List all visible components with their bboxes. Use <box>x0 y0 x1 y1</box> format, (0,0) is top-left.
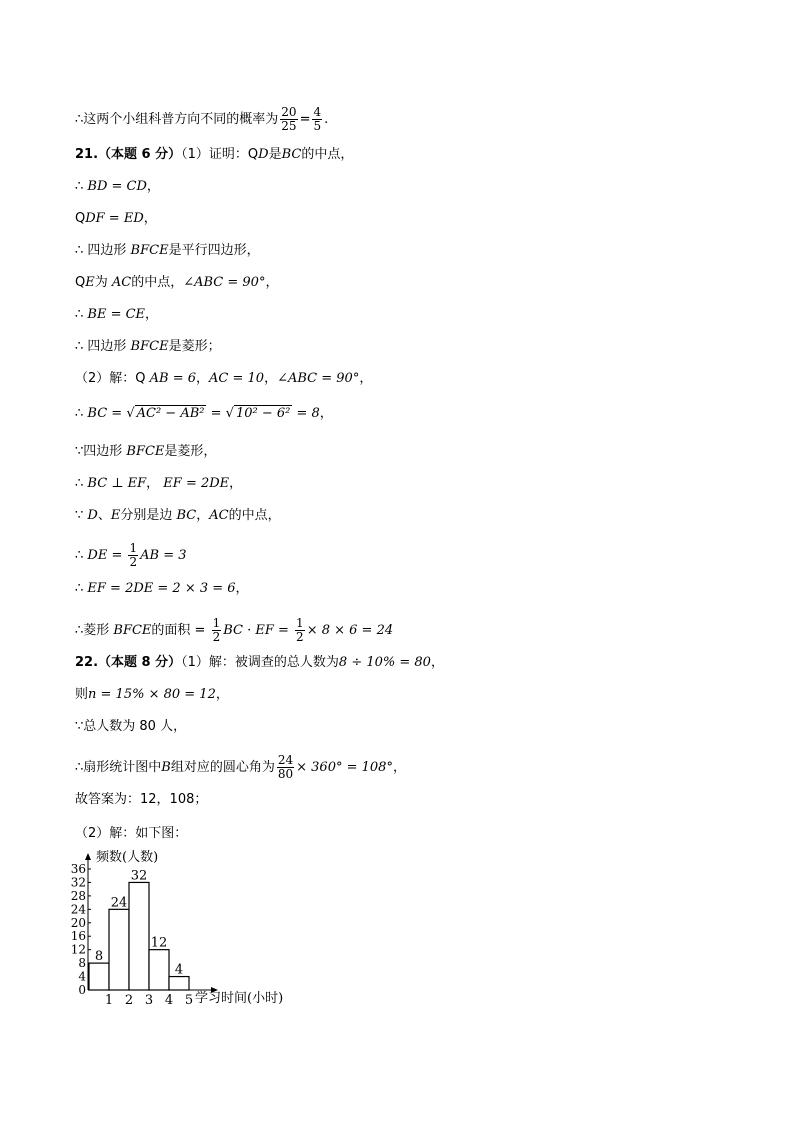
q21-line-6: ∴ BE = CE， <box>75 307 159 322</box>
y-tick-label: 8 <box>78 956 86 971</box>
y-tick-label: 20 <box>70 915 86 930</box>
fraction-4-5: $\frac{4}{5}$ <box>313 105 322 133</box>
y-tick-label: 36 <box>70 862 86 876</box>
q22-line-4: ∴扇形统计图中B组对应的圆心角为 $\frac{24}{80}$ × 360° = 108°， <box>75 753 406 781</box>
histogram-bar <box>89 963 109 990</box>
fraction-one-half: $\frac{1}{2}$ <box>212 616 221 644</box>
q22-line-1: 22.（本题 8 分）（1）解：被调查的总人数为8 ÷ 10% = 80， <box>75 655 444 670</box>
y-tick-label: 32 <box>70 875 86 890</box>
x-axis-label: 学习时间(小时) <box>195 991 284 1006</box>
q22-line-2: 则n = 15% × 80 = 12， <box>75 687 229 702</box>
bar-value-label: 4 <box>174 962 184 978</box>
q22-line-6: （2）解：如下图： <box>75 826 188 841</box>
x-tick-label: 5 <box>184 993 194 1008</box>
question-22-heading: 22.（本题 8 分） <box>75 655 182 670</box>
y-axis-arrow <box>85 853 91 860</box>
q21-part2-line-2: ∴ BC = √ AC² − AB² = √ 10² − 6² = 8， <box>75 406 333 421</box>
q21-line-4: ∴ 四边形 BFCE是平行四边形， <box>75 243 260 258</box>
probability-conclusion: ∴这两个小组科普方向不同的概率为 $\frac{20}{25}$ = $\frac{4}{5}$ . <box>75 105 329 133</box>
q21-part2-line-5: ∵ D、E分别是边 BC，AC的中点， <box>75 508 281 523</box>
x-tick-label: 1 <box>104 993 114 1008</box>
y-tick-label: 12 <box>70 942 86 957</box>
q21-part2-line-8: ∴菱形 BFCE的面积 = $\frac{1}{2}$ BC · EF = $\frac{1}{2}$ × 8 × 6 = 24 <box>75 616 394 644</box>
fraction-one-half: $\frac{1}{2}$ <box>129 541 138 569</box>
q21-line-3: QDF = ED， <box>75 211 157 226</box>
q21-line-7: ∴ 四边形 BFCE是菱形； <box>75 339 221 354</box>
bar-value-label: 12 <box>150 935 168 951</box>
q21-part2-line-6: ∴ DE = $\frac{1}{2}$ AB = 3 <box>75 541 187 569</box>
histogram-bar <box>109 909 129 990</box>
q21-line-2: ∴ BD = CD， <box>75 179 160 194</box>
q21-proof-line-1: 21.（本题 6 分）（1）证明：QD是BC的中点， <box>75 147 354 162</box>
sqrt-sign: √ <box>225 406 234 421</box>
x-tick-label: 4 <box>164 993 174 1008</box>
fraction-one-half: $\frac{1}{2}$ <box>296 616 304 644</box>
histogram-bar <box>129 882 149 990</box>
frequency-histogram <box>60 845 320 1015</box>
fraction-24-80: $\frac{24}{80}$ <box>277 753 294 781</box>
x-tick-label: 2 <box>124 993 134 1008</box>
histogram-bar <box>149 950 169 990</box>
x-tick-label: 3 <box>144 993 154 1008</box>
q22-line-3: ∵总人数为 80 人， <box>75 719 187 734</box>
y-tick-label: 24 <box>70 902 86 917</box>
histogram-bar <box>169 977 189 990</box>
q21-part2-line-7: ∴ EF = 2DE = 2 × 3 = 6， <box>75 581 249 596</box>
fraction-20-25: $\frac{20}{25}$ <box>281 105 297 133</box>
bar-value-label: 32 <box>130 868 148 884</box>
q21-line-5: QE为 AC的中点，∠ABC = 90°， <box>75 275 279 290</box>
y-tick-label: 0 <box>78 983 86 997</box>
q21-part2-line-4: ∴ BC ⊥ EF， EF = 2DE， <box>75 476 243 491</box>
y-axis-label: 频数(人数) <box>96 850 159 865</box>
question-21-heading: 21.（本题 6 分） <box>75 147 182 162</box>
q21-part2-line-1: （2）解：Q AB = 6，AC = 10，∠ABC = 90°， <box>75 371 373 386</box>
bar-value-label: 8 <box>94 949 104 965</box>
y-tick-label: 28 <box>70 888 86 903</box>
q21-part2-line-3: ∵四边形 BFCE是菱形， <box>75 444 217 459</box>
q22-line-5: 故答案为：12，108； <box>75 792 208 807</box>
bar-value-label: 24 <box>110 895 128 911</box>
y-tick-label: 4 <box>78 969 86 984</box>
y-tick-label: 16 <box>70 929 86 944</box>
conclusion-text: ∴这两个小组科普方向不同的概率为 <box>75 112 279 127</box>
sqrt-sign: √ <box>126 406 135 421</box>
